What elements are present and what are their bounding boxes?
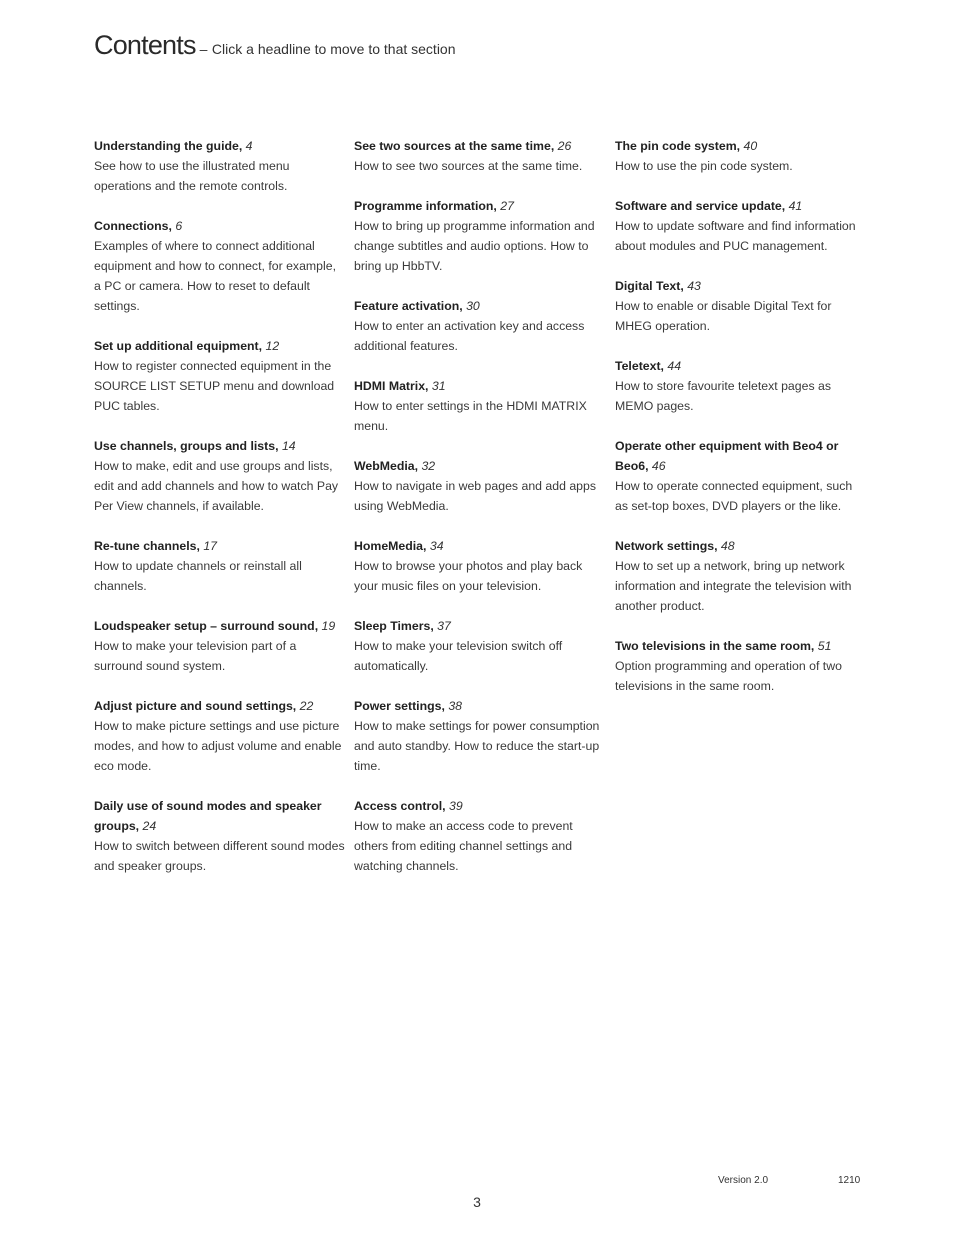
contents-column-3	[615, 136, 867, 716]
toc-entry-description: Option programming and operation of two televisions in the same room.	[615, 659, 842, 693]
toc-entry-description: How to make, edit and use groups and lists, edit and add channels and how to watch Pay Per View channels, if available.	[94, 459, 339, 513]
page-subtitle: Click a headline to move to that section	[211, 41, 456, 57]
toc-entry-description: How to make an access code to prevent others from editing channel settings and watching channels.	[354, 819, 573, 873]
toc-entry-description: How to enter settings in the HDMI MATRIX menu.	[354, 399, 587, 433]
toc-entry-title: Two televisions in the same room,	[615, 639, 815, 653]
toc-entry-homemedia[interactable]	[354, 536, 606, 596]
toc-entry-page: 19	[321, 619, 336, 633]
toc-entry-programme-information[interactable]	[354, 196, 606, 276]
toc-entry-webmedia[interactable]	[354, 456, 606, 516]
toc-entry-sleep-timers[interactable]	[354, 616, 606, 676]
title-separator: –	[199, 41, 208, 57]
toc-entry-teletext[interactable]	[615, 356, 867, 416]
toc-entry-description: How to make picture settings and use picture modes, and how to adjust volume and enable eco mode.	[94, 719, 342, 773]
page-number: 3	[473, 1194, 481, 1210]
toc-entry-page: 48	[720, 539, 735, 553]
toc-entry-re-tune-channels[interactable]	[94, 536, 346, 596]
toc-entry-hdmi-matrix[interactable]	[354, 376, 606, 436]
toc-entry-page: 38	[448, 699, 462, 713]
toc-entry-description: Examples of where to connect additional equipment and how to connect, for example, a PC or camera. How to reset to default settings.	[94, 239, 336, 313]
toc-entry-title: Network settings,	[615, 539, 718, 553]
toc-entry-title: Sleep Timers,	[354, 619, 434, 633]
page-title: Contents	[94, 30, 196, 60]
toc-entry-page: 44	[667, 359, 682, 373]
toc-entry-network-settings[interactable]	[615, 536, 867, 616]
page-header	[94, 30, 456, 61]
toc-entry-page: 30	[466, 299, 480, 313]
toc-entry-title: Loudspeaker setup – surround sound,	[94, 619, 319, 633]
toc-entry-two-televisions[interactable]	[615, 636, 867, 696]
toc-entry-two-sources[interactable]	[354, 136, 606, 176]
toc-entry-title: Adjust picture and sound settings,	[94, 699, 297, 713]
toc-entry-description: How to make your television switch off automatically.	[354, 639, 563, 673]
toc-entry-description: How to enter an activation key and access additional features.	[354, 319, 585, 353]
toc-entry-page: 4	[245, 139, 253, 153]
toc-entry-connections[interactable]	[94, 216, 346, 316]
toc-entry-daily-use-sound-modes[interactable]	[94, 796, 346, 876]
toc-entry-description: How to bring up programme information and change subtitles and audio options. How to bring up HbbTV.	[354, 219, 595, 273]
toc-entry-page: 24	[142, 819, 157, 833]
toc-entry-page: 37	[437, 619, 451, 633]
toc-entry-title: Power settings,	[354, 699, 445, 713]
toc-entry-page: 31	[431, 379, 446, 393]
toc-entry-page: 22	[299, 699, 314, 713]
toc-entry-description: How to operate connected equipment, such as set-top boxes, DVD players or the like.	[615, 479, 853, 513]
toc-entry-description: How to register connected equipment in the SOURCE LIST SETUP menu and download PUC tables.	[94, 359, 335, 413]
toc-entry-page: 39	[449, 799, 463, 813]
toc-entry-feature-activation[interactable]	[354, 296, 606, 356]
toc-entry-page: 17	[203, 539, 218, 553]
toc-entry-page: 26	[557, 139, 572, 153]
toc-entry-adjust-picture-sound[interactable]	[94, 696, 346, 776]
toc-entry-title: Daily use of sound modes and speaker groups,	[94, 799, 322, 833]
toc-entry-title: HomeMedia,	[354, 539, 427, 553]
document-code: 1210	[838, 1175, 861, 1186]
toc-entry-page: 41	[788, 199, 803, 213]
toc-entry-title: Feature activation,	[354, 299, 463, 313]
toc-entry-page: 27	[500, 199, 514, 213]
toc-entry-title: HDMI Matrix,	[354, 379, 429, 393]
toc-entry-description: How to set up a network, bring up network information and integrate the television with another product.	[615, 559, 852, 613]
toc-entry-title: WebMedia,	[354, 459, 419, 473]
toc-entry-loudspeaker-setup[interactable]	[94, 616, 346, 676]
toc-entry-software-service-update[interactable]	[615, 196, 867, 256]
toc-entry-description: How to browse your photos and play back your music files on your television.	[354, 559, 583, 593]
toc-entry-page: 6	[175, 219, 183, 233]
toc-entry-title: Operate other equipment with Beo4 or Beo6,	[615, 439, 839, 473]
toc-entry-title: Use channels, groups and lists,	[94, 439, 279, 453]
toc-entry-title: Teletext,	[615, 359, 664, 373]
toc-entry-title: Re-tune channels,	[94, 539, 200, 553]
toc-entry-title: Programme information,	[354, 199, 497, 213]
toc-entry-page: 14	[281, 439, 296, 453]
toc-entry-power-settings[interactable]	[354, 696, 606, 776]
toc-entry-description: How to enable or disable Digital Text for MHEG operation.	[615, 299, 832, 333]
toc-entry-description: How to navigate in web pages and add apps using WebMedia.	[354, 479, 597, 513]
toc-entry-page: 43	[687, 279, 701, 293]
toc-entry-understanding-the-guide[interactable]	[94, 136, 346, 196]
contents-column-2	[354, 136, 606, 896]
toc-entry-title: Software and service update,	[615, 199, 786, 213]
toc-entry-description: How to switch between different sound modes and speaker groups.	[94, 839, 345, 873]
toc-entry-title: See two sources at the same time,	[354, 139, 555, 153]
toc-entry-description: How to update channels or reinstall all channels.	[94, 559, 302, 593]
toc-entry-title: Connections,	[94, 219, 172, 233]
toc-entry-page: 34	[429, 539, 444, 553]
toc-entry-description: How to see two sources at the same time.	[354, 159, 583, 173]
toc-entry-digital-text[interactable]	[615, 276, 867, 336]
toc-entry-operate-other-equipment[interactable]	[615, 436, 867, 516]
toc-entry-page: 46	[651, 459, 666, 473]
toc-entry-page: 32	[421, 459, 436, 473]
toc-entry-description: How to make your television part of a surround sound system.	[94, 639, 297, 673]
toc-entry-title: The pin code system,	[615, 139, 741, 153]
version-label: Version 2.0	[718, 1175, 769, 1186]
contents-column-1	[94, 136, 346, 896]
toc-entry-access-control[interactable]	[354, 796, 606, 876]
toc-entry-title: Digital Text,	[615, 279, 684, 293]
toc-entry-description: How to store favourite teletext pages as MEMO pages.	[615, 379, 831, 413]
toc-entry-page: 40	[743, 139, 758, 153]
toc-entry-title: Understanding the guide,	[94, 139, 243, 153]
toc-entry-title: Access control,	[354, 799, 446, 813]
toc-entry-description: How to make settings for power consumption and auto standby. How to reduce the start-up time.	[354, 719, 600, 773]
toc-entry-use-channels-groups-lists[interactable]	[94, 436, 346, 516]
toc-entry-description: See how to use the illustrated menu operations and the remote controls.	[94, 159, 290, 193]
toc-entry-set-up-additional-equipment[interactable]	[94, 336, 346, 416]
toc-entry-title: Set up additional equipment,	[94, 339, 263, 353]
toc-entry-description: How to use the pin code system.	[615, 159, 793, 173]
toc-entry-pin-code-system[interactable]	[615, 136, 867, 176]
toc-entry-page: 12	[265, 339, 280, 353]
toc-entry-page: 51	[817, 639, 832, 653]
toc-entry-description: How to update software and find information about modules and PUC management.	[615, 219, 856, 253]
